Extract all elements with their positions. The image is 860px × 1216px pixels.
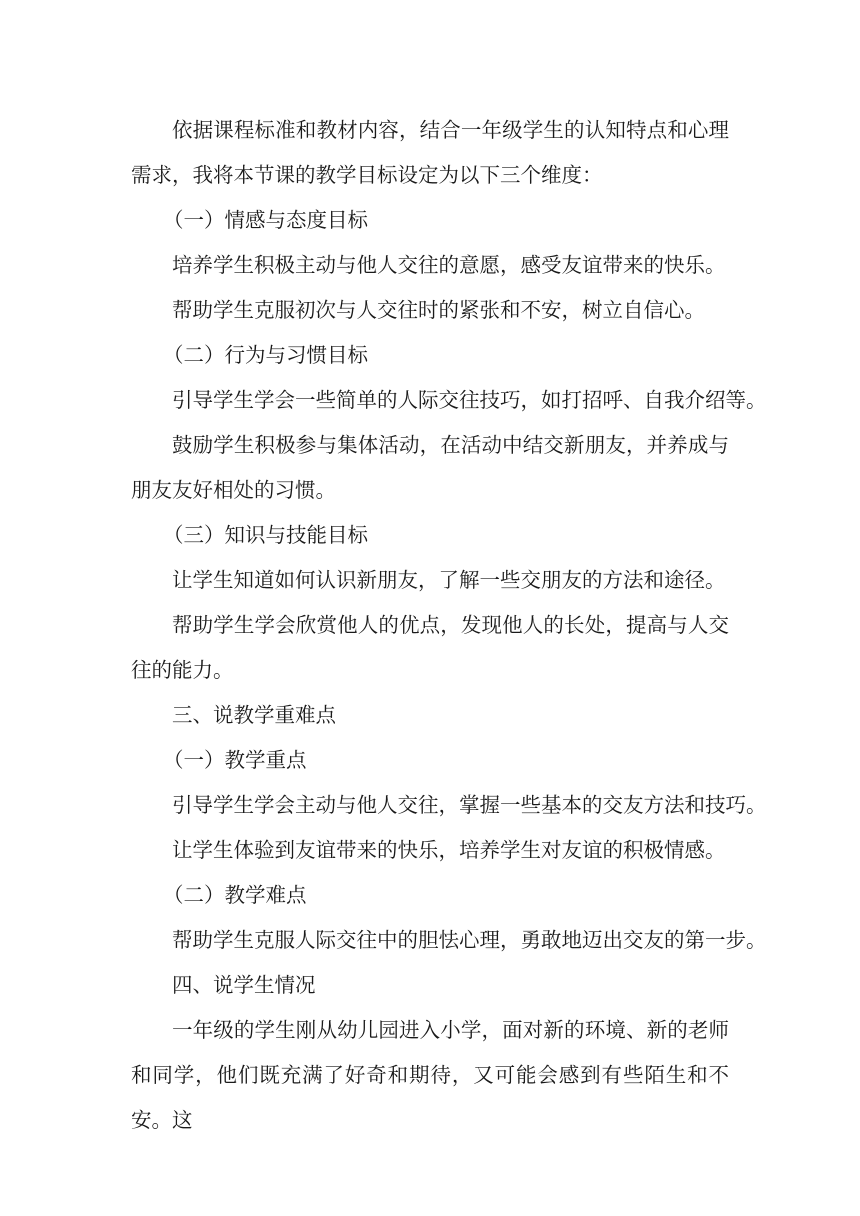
paragraph: 一年级的学生刚从幼儿园进入小学，面对新的环境、新的老师和同学，他们既充满了好奇和期待，又可能会感到有些陌生和不安。这 (131, 1018, 729, 1132)
paragraph: 培养学生积极主动与他人交往的意愿，感受友谊带来的快乐。 (172, 253, 726, 277)
paragraph: 帮助学生学会欣赏他人的优点，发现他人的长处，提高与人交往的能力。 (131, 613, 729, 682)
paragraph: 引导学生学会主动与他人交往，掌握一些基本的交友方法和技巧。 (172, 793, 767, 817)
section-heading: 四、说学生情况 (172, 973, 316, 997)
paragraph: 依据课程标准和教材内容，结合一年级学生的认知特点和心理需求，我将本节课的教学目标设定为以下三个维度： (131, 118, 729, 187)
paragraph: 鼓励学生积极参与集体活动，在活动中结交新朋友，并养成与朋友友好相处的习惯。 (131, 433, 729, 502)
subheading: （二）行为与习惯目标 (163, 343, 368, 367)
paragraph: 引导学生学会一些简单的人际交往技巧，如打招呼、自我介绍等。 (172, 388, 767, 412)
subheading: （一）教学重点 (163, 748, 307, 772)
paragraph: 让学生知道如何认识新朋友，了解一些交朋友的方法和途径。 (172, 568, 726, 592)
section-heading: 三、说教学重难点 (172, 703, 336, 727)
paragraph: 让学生体验到友谊带来的快乐，培养学生对友谊的积极情感。 (172, 838, 726, 862)
subheading: （二）教学难点 (163, 883, 307, 907)
subheading: （三）知识与技能目标 (163, 523, 368, 547)
subheading: （一）情感与态度目标 (163, 208, 368, 232)
paragraph: 帮助学生克服人际交往中的胆怯心理，勇敢地迈出交友的第一步。 (172, 928, 767, 952)
paragraph: 帮助学生克服初次与人交往时的紧张和不安，树立自信心。 (172, 298, 705, 322)
